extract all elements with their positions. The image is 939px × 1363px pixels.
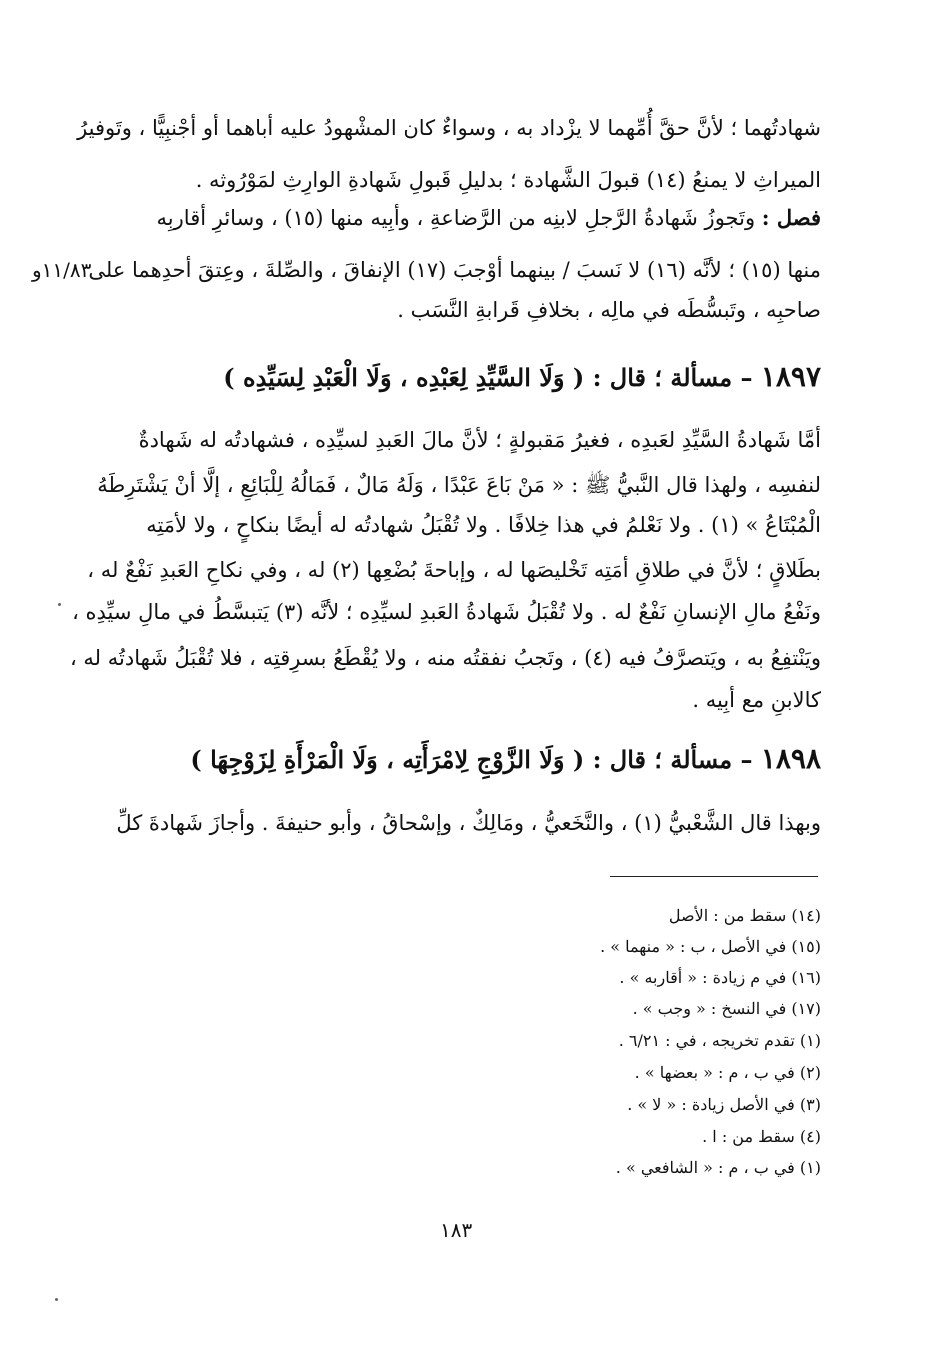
footnote: (١٦) في م زيادة : « أقاربه » .	[619, 968, 821, 987]
text-line: منها (١٥) ؛ لأنَّه (١٦) لا نَسبَ / بينهما أوْجبَ (١٧) الإنفاقَ ، والصِّلةَ ، وعِتقَ أحدِهما على	[88, 258, 821, 282]
masala-number: ١٨٩٧	[760, 360, 821, 393]
masala-heading-1898	[190, 742, 821, 777]
text-line: لنفسِه ، ولهذا قال النَّبيُّ ﷺ : « مَنْ بَاعَ عَبْدًا ، وَلَهُ مَالٌ ، فَمَالُهُ لِلْبَائِعِ ، إلَّا أنْ يَشْتَرِطَهُ	[97, 473, 821, 497]
masala-text: ( وَلَا السَّيِّدِ لِعَبْدِه ، وَلَا الْعَبْدِ لِسَيِّدِه )	[223, 363, 585, 392]
text-line: شهادتُهما ؛ لأنَّ حقَّ أُمِّهما لا يزْداد به ، وسواءٌ كان المشْهودُ عليه أباهما أو أجْنبِيًّا ، وتَوفيرُ	[77, 116, 821, 140]
footnote: (١٥) في الأصل ، ب : « منهما » .	[600, 937, 821, 956]
text-line: بطَلاقٍ ؛ لأنَّ في طلاقِ أمَتِه تَخْليصَها له ، وإباحةَ بُضْعِها (٢) له ، وفي نكاحِ العَبدِ نَفْعٌ له ،	[87, 558, 821, 582]
text-line: الْمُبْتَاعُ » (١) . ولا نَعْلمُ في هذا خِلافًا . ولا تُقْبَلُ شهادتُه له أيضًا بنكاحٍ ، ولا لأمَتِه	[146, 513, 821, 537]
text-line: وبهذا قال الشَّعْبيُّ (١) ، والنَّخَعيُّ ، ومَالِكٌ ، وإسْحاقُ ، وأبو حنيفةَ . وأجازَ شَهادةَ كلِّ	[116, 811, 821, 835]
footnote: (١٤) سقط من : الأصل	[668, 906, 821, 925]
text-fragment: وتَجوزُ شَهادةُ الرَّجلِ لابنِه من الرَّضاعةِ ، وأبِيه منها (١٥) ، وسائرِ أقاربِه	[156, 206, 756, 230]
text-line: أمَّا شَهادةُ السَّيِّدِ لعَبدِه ، فغيرُ مَقبولةٍ ؛ لأنَّ مالَ العَبدِ لسيِّدِه ، فشهادتُه له شَهادةٌ	[138, 428, 821, 452]
text-line: ويَنْتفِعُ به ، ويَتصرَّفُ فيه (٤) ، وتَجبُ نفقتُه منه ، ولا يُقْطَعُ بسرِقتِه ، فلا تُقْبَلُ شَهادتُه له ،	[69, 646, 821, 670]
margin-folio-note: ١١/٨٣و	[32, 258, 92, 282]
text-line: الميراثِ لا يمنعُ (١٤) قبولَ الشَّهادة ؛ بدليلِ قَبولِ شَهادةِ الوارِثِ لمَوْرُوثه .	[195, 168, 821, 192]
masala-text: ( وَلَا الزَّوْجِ لِامْرَأَتِه ، وَلَا الْمَرْأَةِ لِزَوْجِهَا )	[190, 745, 585, 774]
text-line: كالابنِ مع أبِيه .	[692, 688, 821, 712]
masala-heading-1897	[223, 360, 821, 395]
footnote: (٤) سقط من : ا .	[702, 1127, 821, 1146]
footnote: (١) تقدم تخريجه ، في : ٦/٢١ .	[618, 1031, 821, 1050]
masala-prefix: – مسألة ؛ قال :	[592, 363, 753, 392]
masala-number: ١٨٩٨	[760, 742, 821, 775]
scan-speck	[58, 603, 61, 606]
fasl-line	[157, 203, 821, 233]
footnote: (١٧) في النسخ : « وجب » .	[632, 999, 821, 1018]
fasl-label: فصل :	[761, 205, 821, 230]
masala-prefix: – مسألة ؛ قال :	[592, 745, 753, 774]
page-number: ١٨٣	[440, 1218, 473, 1242]
scan-speck	[55, 1298, 58, 1301]
footnote-separator	[610, 876, 818, 877]
footnote: (٢) في ب ، م : « بعضها » .	[634, 1063, 821, 1082]
footnote: (١) في ب ، م : « الشافعي » .	[615, 1158, 821, 1177]
text-line: صاحبِه ، وتَبسُّطَه في مالِه ، بخلافِ قَرابةِ النَّسَب .	[397, 298, 821, 322]
text-line: ونَفْعُ مالِ الإنسانِ نَفْعٌ له . ولا تُقْبَلُ شَهادةُ العَبدِ لسيِّدِه ؛ لأنَّه (٣) يَتبسَّطُ في مالِ سيِّدِه ،	[72, 600, 821, 624]
footnote: (٣) في الأصل زيادة : « لا » .	[627, 1095, 821, 1114]
